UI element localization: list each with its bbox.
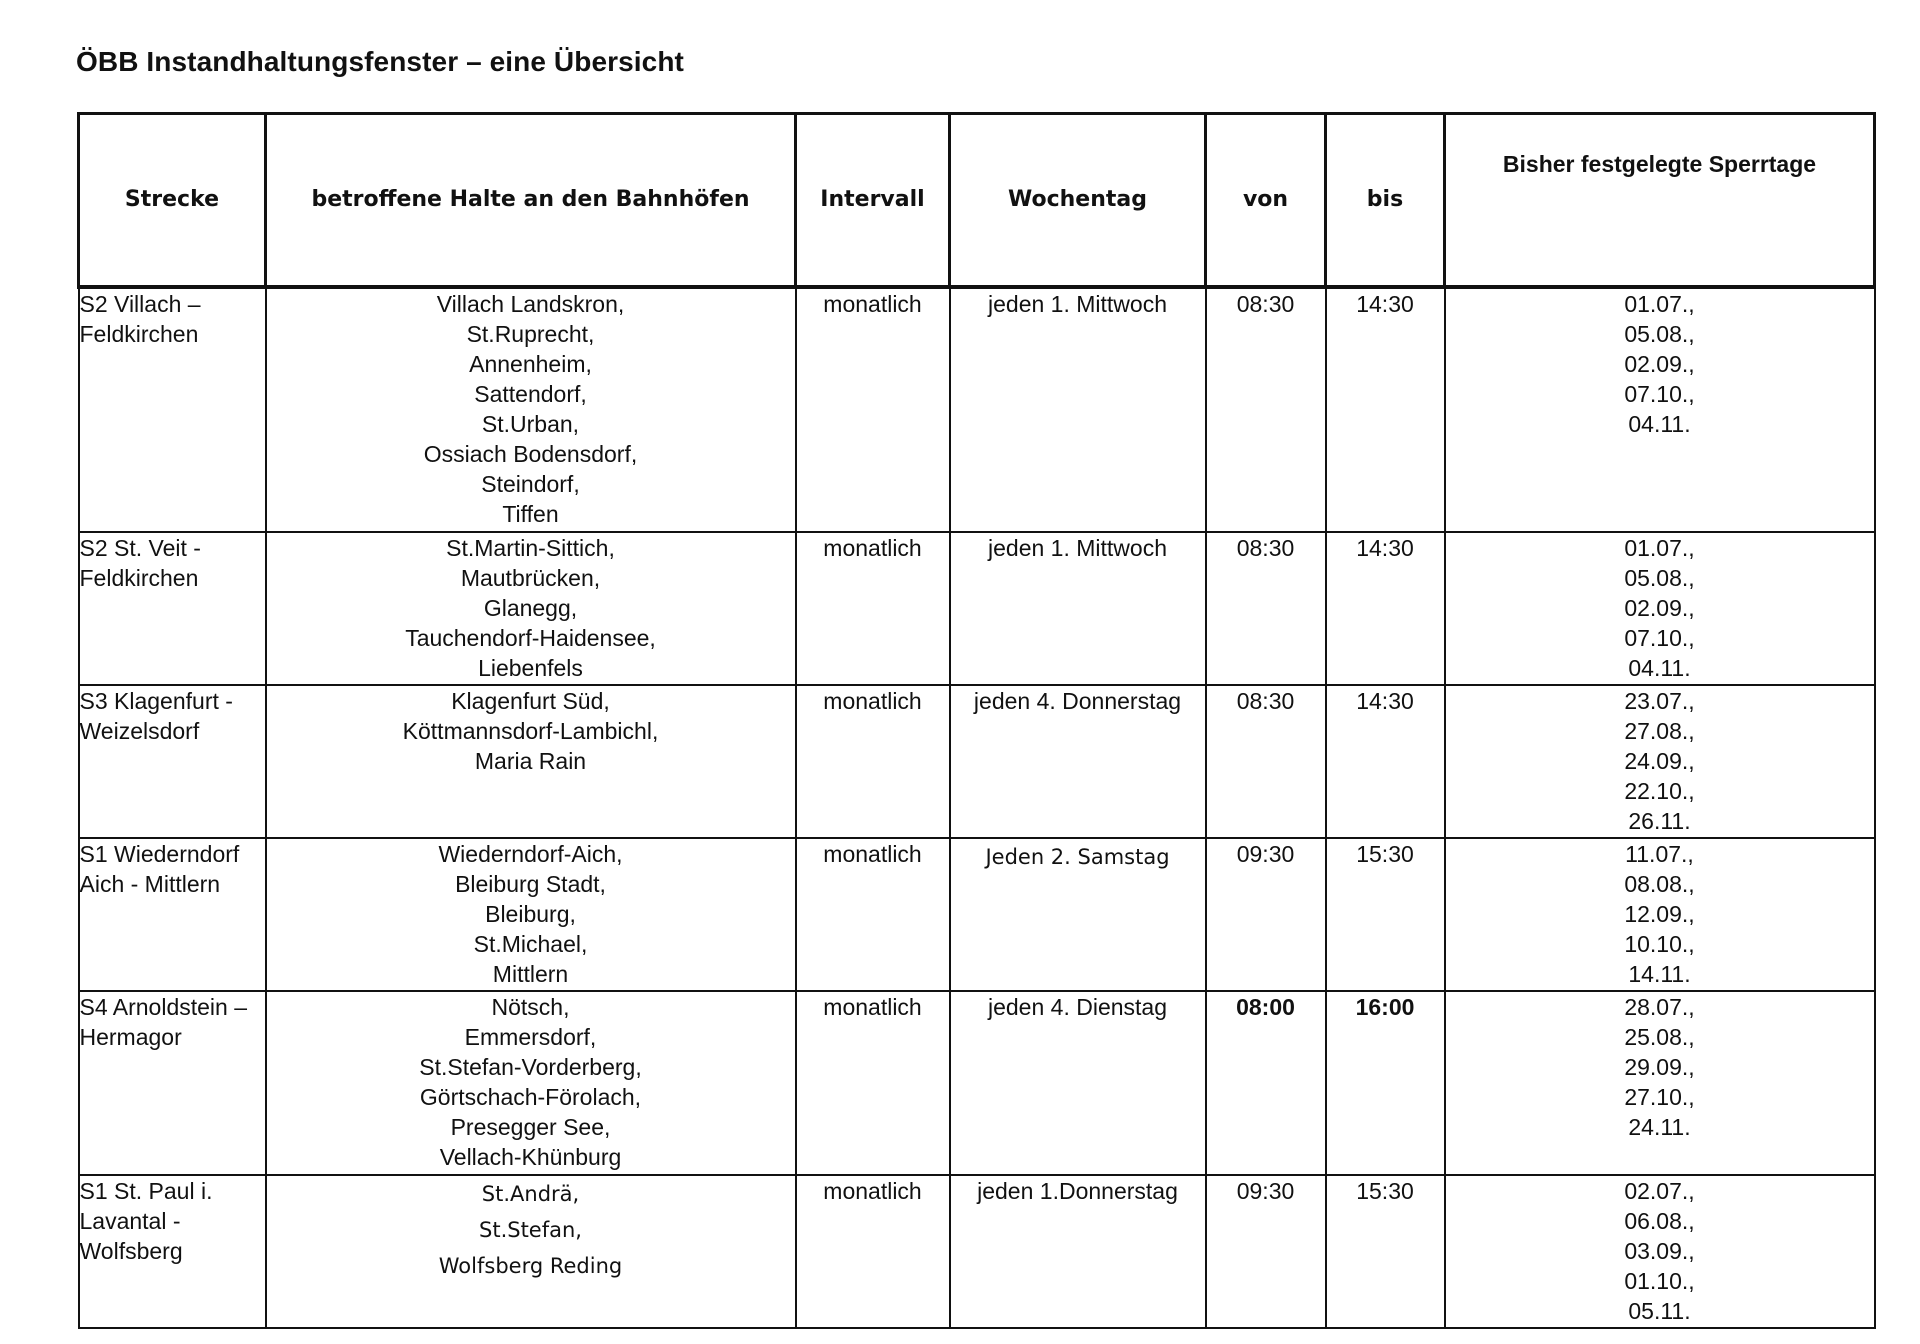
halt-name: St.Martin-Sittich,	[446, 535, 615, 561]
cell-halte	[266, 532, 796, 685]
cell-sperrtage	[1445, 287, 1875, 532]
strecke-line: S1 Wiederndorf	[79, 841, 240, 867]
cell-von: 08:30	[1206, 532, 1326, 685]
header-intervall: Intervall	[796, 114, 950, 288]
halt-name: Villach Landskron,	[436, 291, 625, 317]
strecke-line: Weizelsdorf	[79, 718, 200, 744]
sperrtag: 06.08.,	[1624, 1208, 1695, 1234]
halt-name: Mittlern	[492, 961, 569, 987]
sperrtag: 05.11.	[1628, 1298, 1691, 1324]
sperrtag: 11.07.,	[1625, 841, 1694, 867]
halt-name: Steindorf,	[481, 471, 580, 497]
cell-strecke	[79, 1175, 266, 1328]
halt-name: Klagenfurt Süd,	[451, 688, 610, 714]
cell-halte	[266, 287, 796, 532]
halt-name: Sattendorf,	[474, 381, 587, 407]
cell-wochentag: jeden 4. Donnerstag	[950, 685, 1206, 838]
halt-name: Wolfsberg Reding	[438, 1254, 623, 1278]
halt-name: Bleiburg Stadt,	[455, 871, 606, 897]
sperrtag: 24.11.	[1628, 1114, 1691, 1140]
halt-name: St.Ruprecht,	[466, 321, 595, 347]
sperrtag: 02.09.,	[1624, 351, 1695, 377]
cell-bis: 15:30	[1326, 838, 1445, 991]
table-row	[79, 685, 1875, 838]
halt-name: St.Urban,	[481, 411, 580, 437]
cell-bis: 16:00	[1326, 991, 1445, 1175]
cell-bis: 15:30	[1326, 1175, 1445, 1328]
cell-intervall: monatlich	[796, 287, 950, 532]
strecke-line: Feldkirchen	[79, 321, 199, 347]
header-wochentag: Wochentag	[950, 114, 1206, 288]
header-sperrtage: Bisher festgelegte Sperrtage	[1445, 114, 1875, 288]
cell-wochentag: jeden 1.Donnerstag	[950, 1175, 1206, 1328]
table-row	[79, 991, 1875, 1175]
cell-intervall: monatlich	[796, 991, 950, 1175]
strecke-line: S4 Arnoldstein –	[79, 994, 248, 1020]
sperrtag: 04.11.	[1628, 655, 1691, 681]
strecke-line: Hermagor	[79, 1024, 182, 1050]
sperrtag: 07.10.,	[1624, 381, 1695, 407]
cell-wochentag: jeden 1. Mittwoch	[950, 532, 1206, 685]
sperrtag: 10.10.,	[1624, 931, 1695, 957]
cell-strecke	[79, 991, 266, 1175]
sperrtag: 14.11.	[1628, 961, 1691, 987]
sperrtag: 26.11.	[1628, 808, 1691, 834]
cell-von: 08:30	[1206, 685, 1326, 838]
cell-strecke	[79, 287, 266, 532]
cell-strecke	[79, 685, 266, 838]
halt-name: Bleiburg,	[485, 901, 576, 927]
sperrtag: 05.08.,	[1624, 565, 1695, 591]
cell-halte	[266, 685, 796, 838]
cell-intervall: monatlich	[796, 532, 950, 685]
sperrtag: 12.09.,	[1624, 901, 1695, 927]
wochentag-text: Jeden 2. Samstag	[985, 845, 1170, 869]
halt-name: Mautbrücken,	[460, 565, 601, 591]
cell-wochentag: jeden 4. Dienstag	[950, 991, 1206, 1175]
cell-sperrtage	[1445, 1175, 1875, 1328]
cell-intervall: monatlich	[796, 685, 950, 838]
sperrtag: 22.10.,	[1624, 778, 1695, 804]
halt-name: St.Stefan,	[479, 1218, 582, 1242]
cell-bis: 14:30	[1326, 532, 1445, 685]
strecke-line: Feldkirchen	[79, 565, 199, 591]
sperrtag: 03.09.,	[1624, 1238, 1695, 1264]
halt-name: Köttmannsdorf-Lambichl,	[402, 718, 659, 744]
halt-name: Nötsch,	[491, 994, 570, 1020]
halt-name: Glanegg,	[483, 595, 578, 621]
strecke-line: Lavantal -	[79, 1208, 181, 1234]
cell-sperrtage	[1445, 532, 1875, 685]
table-row	[79, 532, 1875, 685]
cell-sperrtage	[1445, 991, 1875, 1175]
sperrtag: 02.09.,	[1624, 595, 1695, 621]
halt-name: Maria Rain	[474, 748, 587, 774]
sperrtag: 01.07.,	[1624, 291, 1695, 317]
sperrtag: 24.09.,	[1624, 748, 1695, 774]
table-row	[79, 287, 1875, 532]
strecke-line: Aich - Mittlern	[79, 871, 221, 897]
cell-von: 09:30	[1206, 1175, 1326, 1328]
halt-name: St.Andrä,	[481, 1182, 580, 1206]
cell-halte	[266, 1175, 796, 1328]
table-row	[79, 838, 1875, 991]
cell-bis: 14:30	[1326, 685, 1445, 838]
sperrtag: 29.09.,	[1624, 1054, 1695, 1080]
header-strecke: Strecke	[79, 114, 266, 288]
cell-von: 09:30	[1206, 838, 1326, 991]
halt-name: Ossiach Bodensdorf,	[423, 441, 638, 467]
halt-name: St.Stefan-Vorderberg,	[419, 1054, 642, 1080]
table-header-row	[79, 114, 1875, 288]
halt-name: St.Michael,	[473, 931, 588, 957]
cell-wochentag	[950, 838, 1206, 991]
cell-sperrtage	[1445, 685, 1875, 838]
cell-von: 08:30	[1206, 287, 1326, 532]
sperrtag: 28.07.,	[1624, 994, 1695, 1020]
halt-name: Annenheim,	[469, 351, 592, 377]
page-title: ÖBB Instandhaltungsfenster – eine Übersicht	[76, 46, 684, 77]
header-halte: betroffene Halte an den Bahnhöfen	[266, 114, 796, 288]
header-von: von	[1206, 114, 1326, 288]
halt-name: Tauchendorf-Haidensee,	[405, 625, 656, 651]
table-row	[79, 1175, 1875, 1328]
sperrtag: 25.08.,	[1624, 1024, 1695, 1050]
halt-name: Vellach-Khünburg	[439, 1144, 622, 1170]
halt-name: Görtschach-Förolach,	[419, 1084, 642, 1110]
cell-halte	[266, 991, 796, 1175]
halt-name: Tiffen	[502, 501, 559, 527]
sperrtag: 23.07.,	[1624, 688, 1695, 714]
halt-name: Liebenfels	[478, 655, 583, 681]
sperrtag: 27.10.,	[1624, 1084, 1695, 1110]
cell-intervall: monatlich	[796, 838, 950, 991]
sperrtag: 07.10.,	[1624, 625, 1695, 651]
cell-strecke	[79, 532, 266, 685]
sperrtag: 01.10.,	[1624, 1268, 1695, 1294]
cell-von: 08:00	[1206, 991, 1326, 1175]
strecke-line: S2 St. Veit -	[79, 535, 201, 561]
halt-name: Wiederndorf-Aich,	[438, 841, 623, 867]
sperrtag: 04.11.	[1628, 411, 1691, 437]
cell-sperrtage	[1445, 838, 1875, 991]
cell-halte	[266, 838, 796, 991]
strecke-line: S3 Klagenfurt -	[79, 688, 233, 714]
strecke-line: Wolfsberg	[79, 1238, 183, 1264]
sperrtag: 08.08.,	[1624, 871, 1695, 897]
halt-name: Emmersdorf,	[464, 1024, 597, 1050]
cell-intervall: monatlich	[796, 1175, 950, 1328]
cell-bis: 14:30	[1326, 287, 1445, 532]
strecke-line: S2 Villach –	[79, 291, 201, 317]
sperrtag: 01.07.,	[1624, 535, 1695, 561]
strecke-line: S1 St. Paul i.	[79, 1178, 213, 1204]
maintenance-table	[77, 112, 1876, 1329]
sperrtag: 27.08.,	[1624, 718, 1695, 744]
sperrtag: 02.07.,	[1624, 1178, 1695, 1204]
halt-name: Presegger See,	[450, 1114, 611, 1140]
cell-strecke	[79, 838, 266, 991]
sperrtag: 05.08.,	[1624, 321, 1695, 347]
cell-wochentag: jeden 1. Mittwoch	[950, 287, 1206, 532]
header-bis: bis	[1326, 114, 1445, 288]
